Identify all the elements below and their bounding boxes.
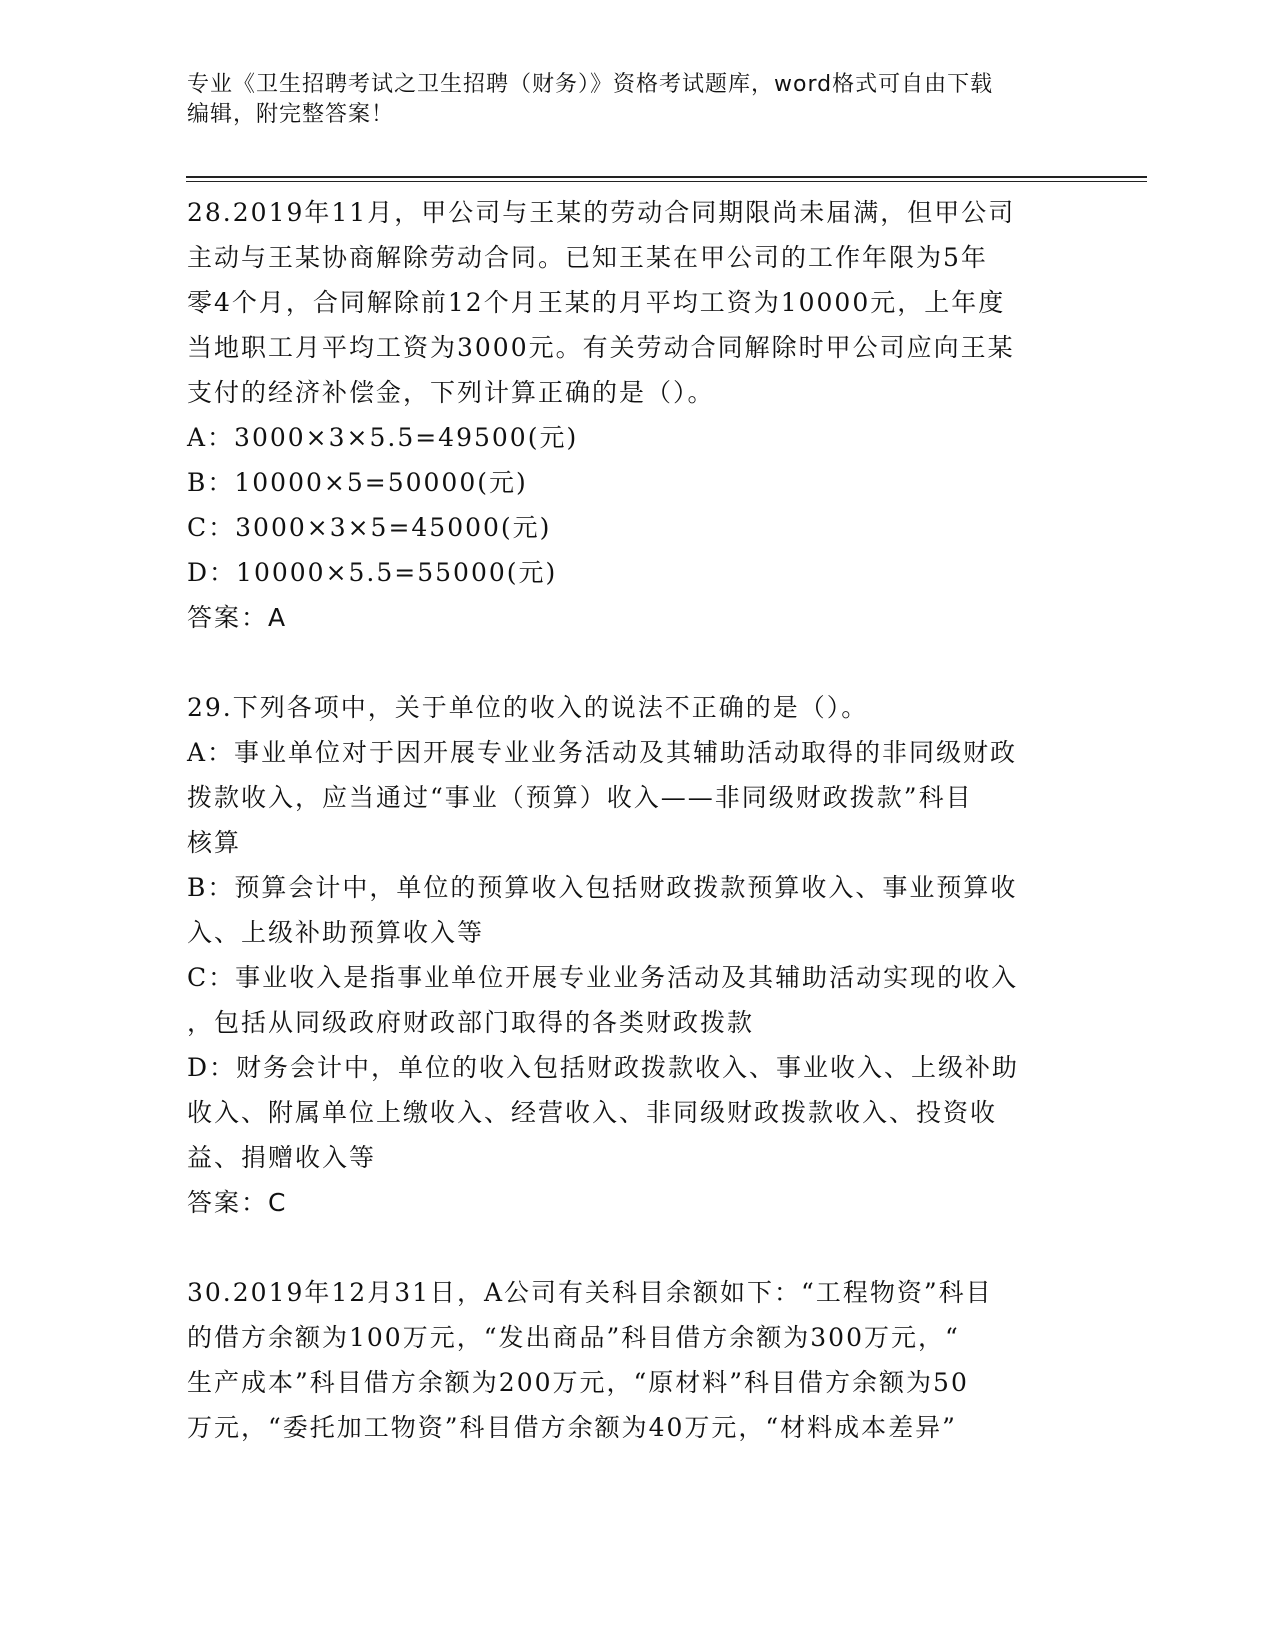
question-text-line: 生产成本”科目借方余额为200万元，“原材料”科目借方余额为50 bbox=[187, 1368, 969, 1397]
option-a-continued: 拨款收入，应当通过“事业（预算）收入——非同级财政拨款”科目 bbox=[187, 783, 973, 812]
option-d-continued: 收入、附属单位上缴收入、经营收入、非同级财政拨款收入、投资收 bbox=[187, 1098, 998, 1127]
header-line-2: 编辑，附完整答案！ bbox=[187, 102, 395, 127]
answer-label: 答案：A bbox=[187, 603, 288, 632]
question-text-line: 支付的经济补偿金，下列计算正确的是（）。 bbox=[187, 378, 715, 407]
question-text-line: 28.2019年11月，甲公司与王某的劳动合同期限尚未届满，但甲公司 bbox=[187, 198, 1016, 227]
question-text-line: 万元，“委托加工物资”科目借方余额为40万元，“材料成本差异” bbox=[187, 1413, 957, 1442]
question-text-line: 主动与王某协商解除劳动合同。已知王某在甲公司的工作年限为5年 bbox=[187, 243, 988, 272]
question-30 bbox=[187, 1270, 1067, 1450]
option-c: C：3000×3×5=45000(元) bbox=[187, 513, 552, 542]
question-29 bbox=[187, 685, 1067, 1225]
option-b: B：10000×5=50000(元) bbox=[187, 468, 528, 497]
question-text-line: 零4个月，合同解除前12个月王某的月平均工资为10000元，上年度 bbox=[187, 288, 1006, 317]
header-line-1: 专业《卫生招聘考试之卫生招聘（财务）》资格考试题库，word格式可自由下载 bbox=[187, 72, 994, 97]
question-text-line: 29.下列各项中，关于单位的收入的说法不正确的是（）。 bbox=[187, 693, 869, 722]
option-a: A：事业单位对于因开展专业业务活动及其辅助活动取得的非同级财政 bbox=[187, 738, 1018, 767]
option-d-continued: 益、捐赠收入等 bbox=[187, 1143, 377, 1172]
option-c-continued: ，包括从同级政府财政部门取得的各类财政拨款 bbox=[187, 1008, 755, 1037]
option-b-continued: 入、上级补助预算收入等 bbox=[187, 918, 485, 947]
answer-label: 答案：C bbox=[187, 1188, 288, 1217]
option-a-continued: 核算 bbox=[187, 828, 242, 857]
option-b: B：预算会计中，单位的预算收入包括财政拨款预算收入、事业预算收 bbox=[187, 873, 1018, 902]
header-divider-thick bbox=[186, 176, 1147, 178]
question-text-line: 当地职工月平均工资为3000元。有关劳动合同解除时甲公司应向王某 bbox=[187, 333, 1015, 362]
option-a: A：3000×3×5.5=49500(元) bbox=[187, 423, 579, 452]
option-d: D：10000×5.5=55000(元) bbox=[187, 558, 558, 587]
question-28 bbox=[187, 190, 1067, 640]
option-c: C：事业收入是指事业单位开展专业业务活动及其辅助活动实现的收入 bbox=[187, 963, 1019, 992]
question-text-line: 30.2019年12月31日，A公司有关科目余额如下：“工程物资”科目 bbox=[187, 1278, 993, 1307]
question-content bbox=[187, 190, 1067, 1450]
header-divider-thin bbox=[186, 181, 1147, 182]
document-header bbox=[187, 70, 1067, 130]
option-d: D：财务会计中，单位的收入包括财政拨款收入、事业收入、上级补助 bbox=[187, 1053, 1020, 1082]
question-text-line: 的借方余额为100万元，“发出商品”科目借方余额为300万元，“ bbox=[187, 1323, 960, 1352]
